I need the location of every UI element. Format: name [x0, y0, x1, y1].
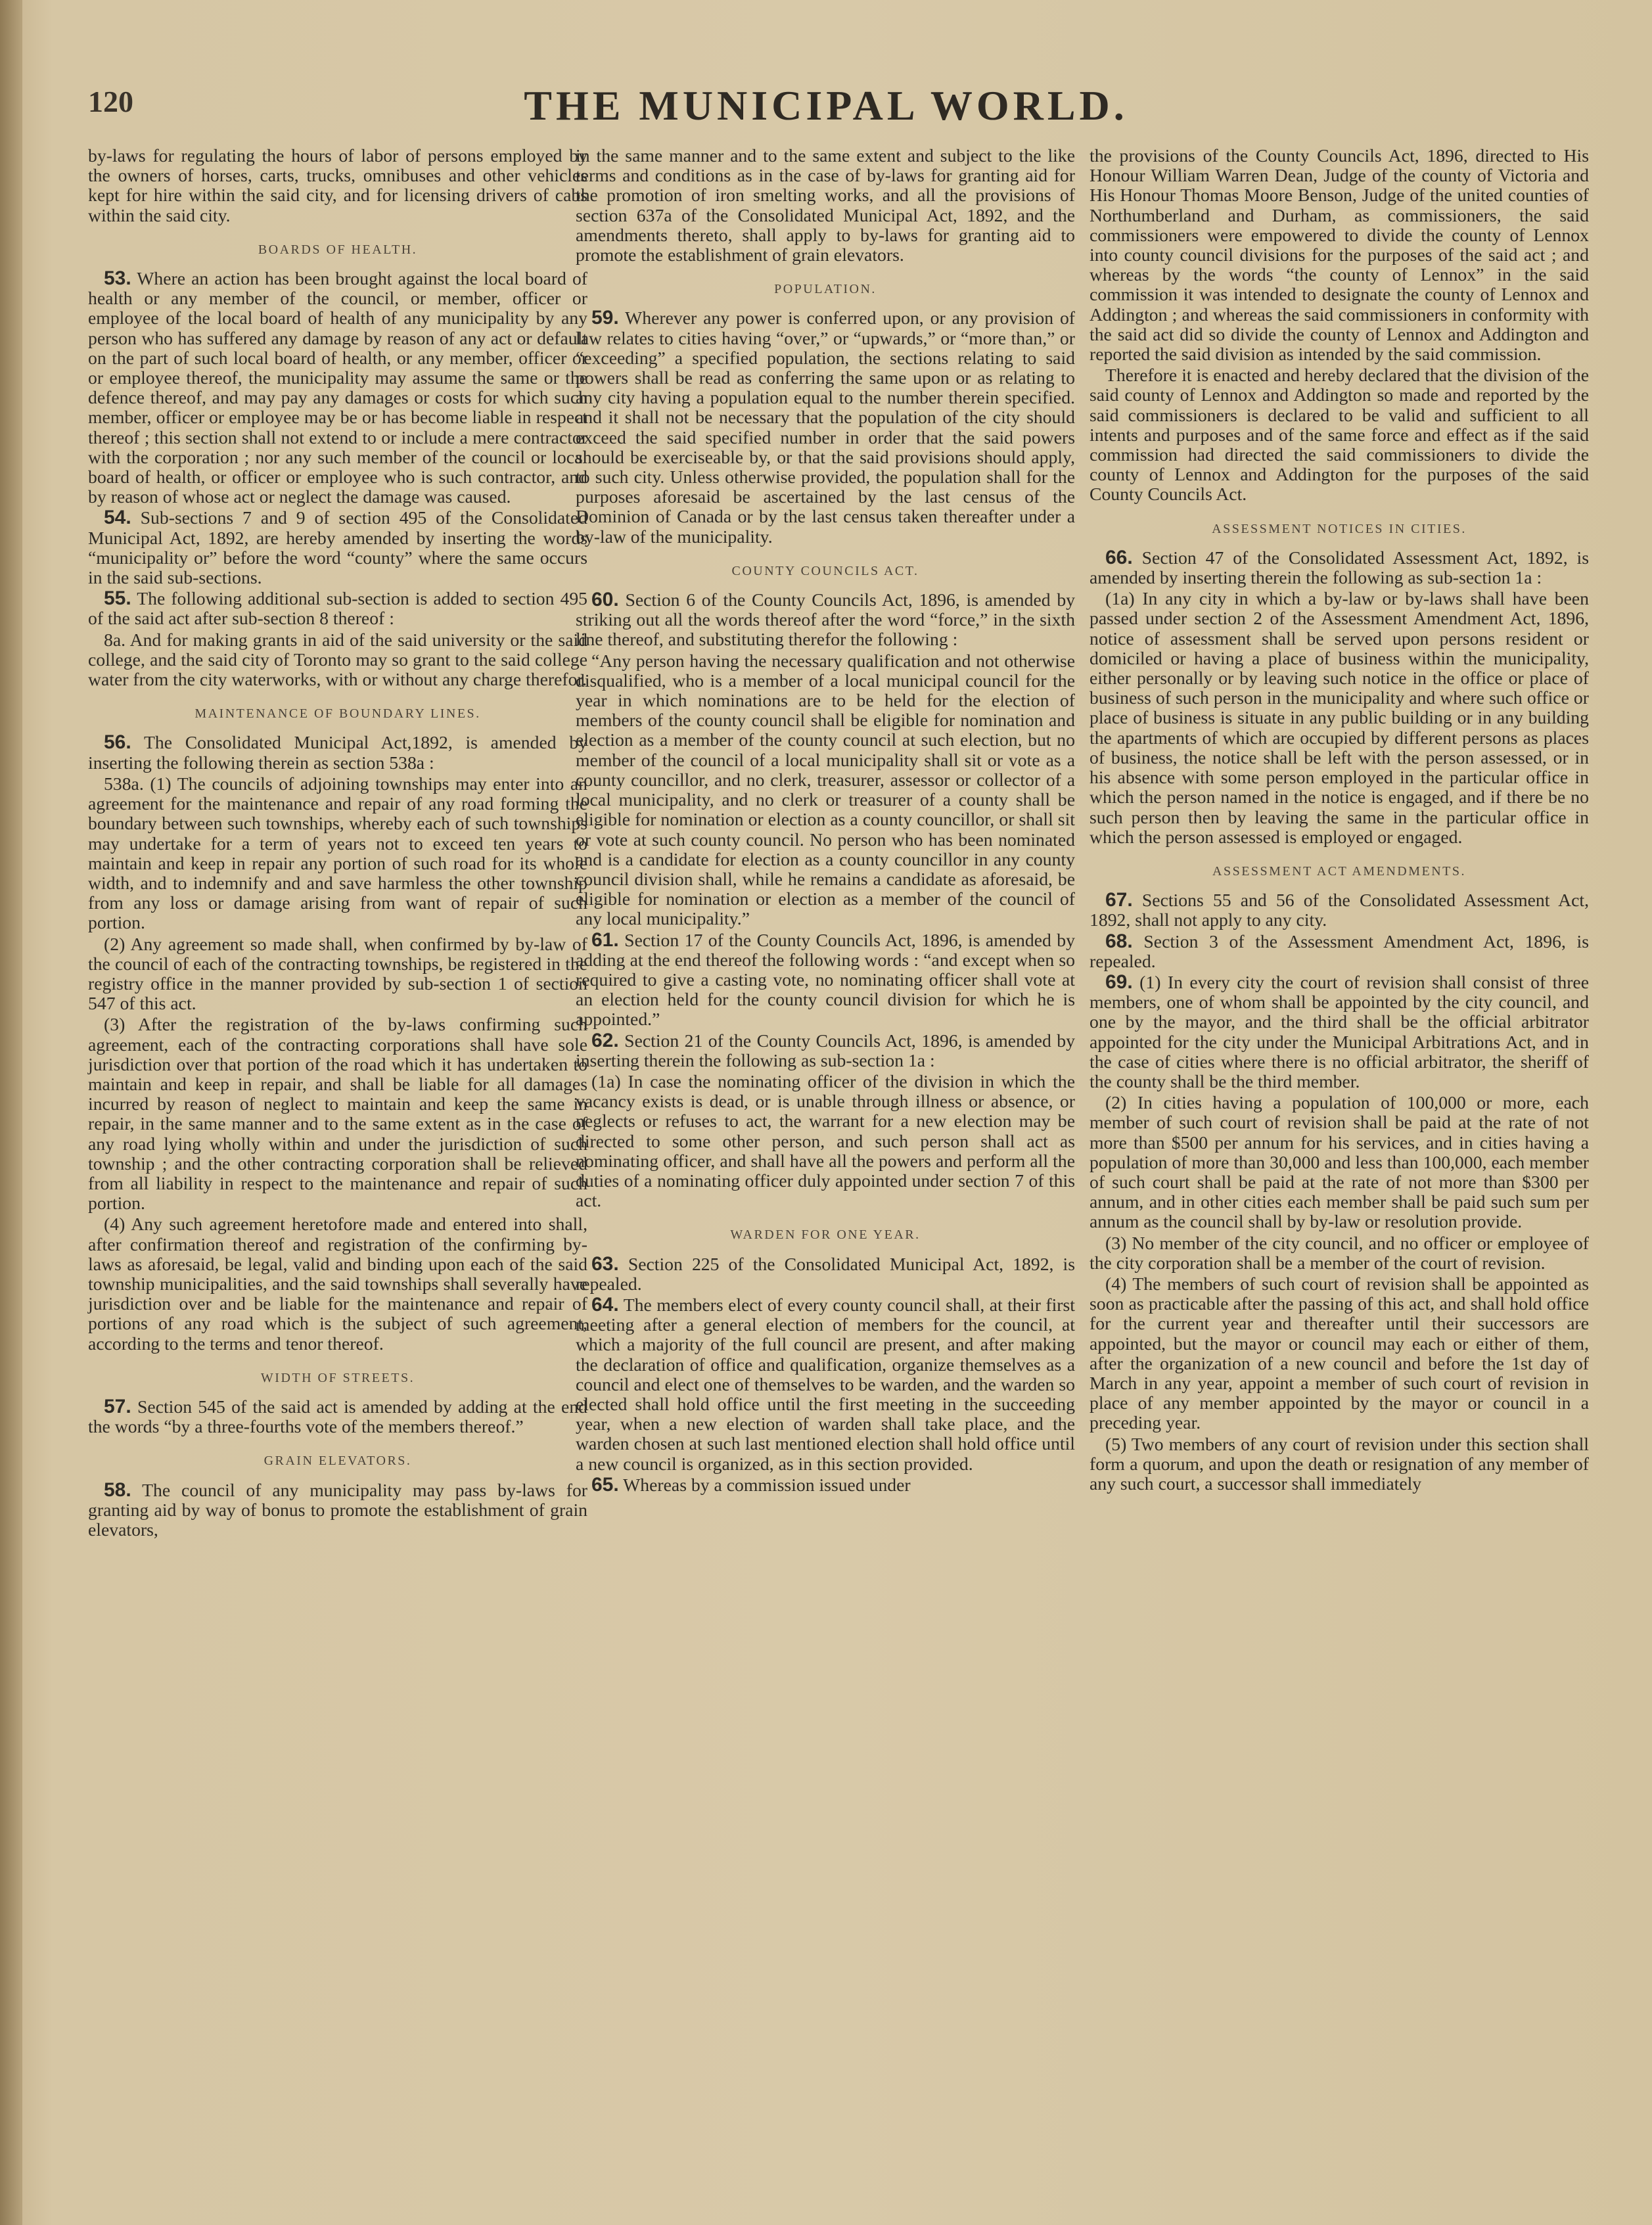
paragraph-text: Section 3 of the Assessment Amendment Act, 1896, is repealed. [1090, 930, 1590, 971]
paragraph-text: Section 17 of the County Councils Act, 1896, is amended by adding at the end thereof the following words : “and except when so required to give a casting vote, no nominating officer shall vote at an election held for the county council division for which he is appointed.” [576, 929, 1075, 1030]
paragraph [88, 1214, 587, 1353]
paragraph-text: (5) Two members of any court of revision under this section shall form a quorum, and upon the death or resignation of any member of any such court, a successor shall immediately [1090, 1433, 1589, 1494]
section-number: 68. [1105, 930, 1133, 952]
paragraph [88, 1397, 587, 1436]
paragraph [88, 733, 587, 772]
text-column-3 [1090, 146, 1589, 1495]
section-number: 53. [104, 267, 131, 290]
paragraph-text: 8a. And for making grants in aid of the said university or the said college, and the said city of Toronto may so grant to the said college water from the city waterworks, with or without any charge therefor. [88, 629, 587, 690]
paragraph [88, 589, 587, 628]
paragraph [576, 1475, 1075, 1495]
paragraph-text: (2) In cities having a population of 100,000 or more, each member of such court of revision shall be paid at the rate of not more than $500 per annum for his services, and in cities having a population of more than 30,000 and less than 100,000, each member of such court shall be paid at the rate of not more than $300 per annum, and in other cities each member shall be paid such sum per annum as the council shall by by-law or resolution provide. [1090, 1092, 1589, 1232]
section-number: 55. [104, 587, 131, 610]
paragraph-text: 538a. (1) The councils of adjoining townships may enter into an agreement for the maintenance and repair of any road forming the boundary between such townships, whereby each of such townships may undertake for a term of years not to exceed ten years to maintain and keep in repair any portion of such road for its whole width, and to indemnify and and save harmless the other township from any loss or damage arising from want of repair of such portion. [88, 773, 587, 933]
page-number: 120 [88, 85, 133, 118]
section-number: 61. [591, 929, 619, 951]
section-heading: GRAIN ELEVATORS. [264, 1454, 412, 1469]
paragraph [576, 590, 1075, 650]
paragraph [1090, 1274, 1589, 1433]
section-number: 63. [591, 1252, 619, 1275]
section-heading: WARDEN FOR ONE YEAR. [730, 1227, 921, 1243]
paragraph [576, 1295, 1075, 1474]
paragraph-text: Whereas by a commission issued under [623, 1474, 911, 1495]
paragraph-text: in the same manner and to the same extent and subject to the like terms and conditions as in the case of by-laws for granting aid for the promotion of iron smelting works, and all the provisions of section 637a of the Consolidated Municipal Act, 1892, and the amendments thereto, shall apply to by-laws for granting aid to promote the establishment of grain elevators. [576, 145, 1075, 265]
section-number: 66. [1105, 546, 1133, 568]
paragraph [576, 1031, 1075, 1070]
paragraph-text: (1) In every city the court of revision shall consist of three members, one of whom shall be appointed by the city council, and one by the mayor, and the third shall be the official arbitrator appointed for the city under the Municipal Arbitrations Act, and in the case of cities where there is no official arbitrator, the sheriff of the county shall be the third member. [1090, 971, 1590, 1091]
section-heading: POPULATION. [774, 282, 877, 297]
paragraph-text: The Consolidated Municipal Act,1892, is amended by inserting the following therein as section 538a : [88, 732, 588, 773]
paragraph [1090, 548, 1589, 587]
paragraph-text: Section 545 of the said act is amended by adding at the end the words “by a three-fourths vote of the members thereof.” [88, 1396, 588, 1437]
paragraph [88, 1015, 587, 1213]
paragraph-text: Section 21 of the County Councils Act, 1896, is amended by inserting therein the following as sub-section 1a : [576, 1030, 1075, 1070]
section-heading: ASSESSMENT NOTICES IN CITIES. [1212, 521, 1467, 536]
paragraph [88, 508, 587, 587]
paragraph [1090, 365, 1589, 504]
section-number: 57. [104, 1395, 131, 1417]
paragraph-text: “Any person having the necessary qualification and not otherwise disqualified, who is a member of a local municipal council for the year in which nominations are to be held for the election of members of the county council shall be eligible for nomination and election as a member of the county council at such election, but no member of the council of a local municipality shall sit or vote as a county councillor, and no clerk, treasurer, assessor or collector of a local municipality, and no clerk or treasurer of a county shall be eligible for nomination or election as a county councillor, or shall sit or vote at such county council. No person who has been nominated and is a candidate for election as a county councillor in any county council division shall, while he remains a candidate as aforesaid, be eligible for nomination or election as a member of the council of any local municipality.” [576, 650, 1075, 929]
paragraph-text: Section 6 of the County Councils Act, 1896, is amended by striking out all the words thereof after the word “force,” in the sixth line thereof, and substituting therefor the following : [576, 589, 1076, 650]
paragraph-text: The council of any municipality may pass by-laws for granting aid by way of bonus to promote the establishment of grain elevators, [88, 1479, 588, 1540]
paragraph [576, 308, 1075, 546]
section-number: 54. [104, 507, 131, 529]
paragraph-text: Sections 55 and 56 of the Consolidated Assessment Act, 1892, shall not apply to any city. [1090, 890, 1589, 930]
paragraph [576, 930, 1075, 1030]
paragraph-text: Section 47 of the Consolidated Assessment Act, 1892, is amended by inserting therein the following as sub-section 1a : [1090, 547, 1590, 588]
paragraph-text: Wherever any power is conferred upon, or any provision of law relates to cities having “over,” or “upwards,” or “more than,” or “exceeding” a specified population, the sections relating to said powers shall be read as conferring the same upon or as relating to any city having a population equal to the number therein specified. and it shall not be necessary that the population of the city should exceed the said specified number in order that the said powers should be exerciseable by, or that the said provisions should apply, to such city. Unless otherwise provided, the population shall for the purposes aforesaid be ascertained by the last census of the Dominion of Canada or by the last census taken thereafter under a by-law of the municipality. [576, 308, 1076, 547]
paragraph [1090, 1434, 1589, 1494]
paragraph-text: (2) Any agreement so made shall, when confirmed by by-law of the council of each of the contracting townships, be registered in the registry office in the manner provided by sub-section 1 of section 547 of this act. [88, 933, 587, 1014]
paragraph-text: the provisions of the County Councils Act, 1896, directed to His Honour William Warren Dean, Judge of the county of Victoria and His Honour Thomas Moore Benson, Judge of the united counties of Northumberland and Durham, as commissioners, the said commissioners were empowered to divide the county of Lennox into county council divisions for the purposes of the said act ; and whereas by the words “the county of Lennox” in the said commission it was intended to designate the county of Lennox and Addington ; and whereas the said commissioners in conformity with the said act did so divide the county of Lennox and Addington and reported the said division as intended by the said commission. [1090, 145, 1589, 365]
paragraph-text: Sub-sections 7 and 9 of section 495 of the Consolidated Municipal Act, 1892, are hereby amended by inserting the words “municipality or” before the word “county” where the same occurs in the said sub-sections. [88, 507, 588, 588]
journal-title: THE MUNICIPAL WORLD. [524, 82, 1128, 129]
paragraph [88, 630, 587, 690]
paragraph [1090, 146, 1589, 364]
section-number: 60. [591, 589, 619, 611]
paragraph-text: by-laws for regulating the hours of labor of persons employed by the owners of horses, carts, trucks, omnibuses and other vehicles kept for hire within the said city, and for licensing drivers of cabs within the said city. [88, 145, 587, 225]
paragraph-text: (4) The members of such court of revision shall be appointed as soon as practicable after the passing of this act, and shall hold office for the current year and thereafter until their successors are appointed, but the mayor or council may each or either of them, after the organization of a new council and before the 1st day of March in any year, appoint a member of such court of revision in place of any member appointed by the mayor or council in a preceding year. [1090, 1273, 1589, 1433]
section-number: 65. [591, 1473, 619, 1496]
paragraph [88, 269, 587, 507]
paragraph [576, 651, 1075, 929]
paragraph [1090, 589, 1589, 847]
paragraph-text: (3) After the registration of the by-laws confirming such agreement, each of the contracting corporations shall have sole jurisdiction over that portion of the road which it has undertaken to maintain and keep in repair, and shall be liable for all damages incurred by reason of neglect to maintain and keep the same in repair, in the same manner and to the same extent as in the case of any road lying wholly within and under the jurisdiction of such township ; and the other contracting corporation shall be relieved from all liability in respect to the maintenance and repair of such portion. [88, 1014, 587, 1214]
paragraph-text: The following additional sub-section is added to section 495 of the said act after sub-section 8 thereof : [88, 588, 588, 629]
section-number: 64. [591, 1293, 619, 1316]
section-heading: WIDTH OF STREETS. [260, 1370, 415, 1385]
paragraph [1090, 890, 1589, 930]
paragraph-text: (3) No member of the city council, and no officer or employee of the city corporation shall be a member of the court of revision. [1090, 1232, 1589, 1273]
section-number: 58. [104, 1479, 131, 1501]
text-column-2 [576, 146, 1075, 1496]
section-heading: COUNTY COUNCILS ACT. [731, 563, 919, 578]
section-number: 56. [104, 731, 131, 754]
paragraph [576, 146, 1075, 265]
section-number: 69. [1105, 971, 1133, 993]
book-gutter [0, 0, 22, 2225]
paragraph-text: Where an action has been brought against the local board of health or any member of the council, or member, officer or employee of the local board of health of any municipality by any person who has suffered any damage by reason of any act or default on the part of such local board of health, or any member, officer or or employee thereof, the municipality may assume the same or the defence thereof, and may pay any damages or costs for which such member, officer or employee may be or has become liable in respect thereof ; this section shall not extend to or include a mere contractor with the corporation ; nor any such member of the council or local board of health, or officer or employee who is such contractor, and by reason of whose act or neglect the damage was caused. [88, 268, 588, 507]
paragraph [88, 774, 587, 933]
section-heading: ASSESSMENT ACT AMENDMENTS. [1212, 863, 1466, 879]
section-number: 67. [1105, 889, 1133, 911]
section-number: 62. [591, 1029, 619, 1051]
paragraph-text: (1a) In case the nominating officer of the division in which the vacancy exists is dead, or is unable through illness or absence, or neglects or refuses to act, the warrant for a new election may be directed to some other person, and such person shall act as nominating officer, and shall have all the powers and perform all the duties of a nominating officer duly appointed under section 7 of this act. [576, 1070, 1075, 1211]
paragraph [576, 1254, 1075, 1294]
paragraph [1090, 973, 1589, 1091]
section-number: 59. [591, 307, 619, 329]
section-heading: MAINTENANCE OF BOUNDARY LINES. [195, 706, 481, 722]
paragraph [88, 146, 587, 225]
paragraph-text: Therefore it is enacted and hereby declared that the division of the said county of Lennox and Addington so made and reported by the said commissioners is declared to be valid and sufficient to all intents and purposes and of the same force and effect as if the said commission had directed the said commissioners to divide the county of Lennox and Addington for the purposes of the said County Councils Act. [1090, 365, 1589, 505]
paragraph-text: (4) Any such agreement heretofore made and entered into shall, after confirmation thereof and registration of the confirming by-laws as aforesaid, be legal, valid and binding upon each of the said township municipalities, and the said townships shall severally have jurisdiction over and be liable for the maintenance and repair of portions of any road which is the subject of such agreement, according to the terms and tenor thereof. [88, 1214, 587, 1354]
paragraph-text: The members elect of every county council shall, at their first meeting after a general election of members for the council, at which a majority of the full council are present, and after making the declaration of office and qualification, organize themselves as a council and elect one of themselves to be warden, and the warden so elected shall hold office until the first meeting in the succeeding year, when a new election of warden shall take place, and the warden chosen at such last mentioned election shall hold office until a new council is organized, as in this section provided. [576, 1294, 1075, 1474]
paragraph-text: (1a) In any city in which a by-law or by-laws shall have been passed under section 2 of the Assessment Amendment Act, 1896, notice of assessment shall be served upon persons resident or domiciled or having a place of business within the municipality, either personally or by leaving such notice in the office or place of business of such person in the municipality and where such office or place of business is situate in any public building or in any building the apartments of which are occupied by different persons as places of business, the notice shall be left with the person assessed, or in his absence with some person employed in the particular office in which the person named in the notice is engaged, and if there be no such person then by leaving the same in the particular office in which the person assessed is employed or engaged. [1090, 588, 1589, 847]
paragraph [1090, 1233, 1589, 1273]
section-heading: BOARDS OF HEALTH. [258, 242, 418, 257]
paragraph [576, 1072, 1075, 1210]
paragraph [88, 934, 587, 1014]
paragraph [88, 1480, 587, 1540]
paragraph-text: Section 225 of the Consolidated Municipal Act, 1892, is repealed. [576, 1253, 1076, 1294]
paragraph [1090, 932, 1589, 971]
text-column-1 [88, 146, 587, 1541]
paragraph [1090, 1093, 1589, 1231]
